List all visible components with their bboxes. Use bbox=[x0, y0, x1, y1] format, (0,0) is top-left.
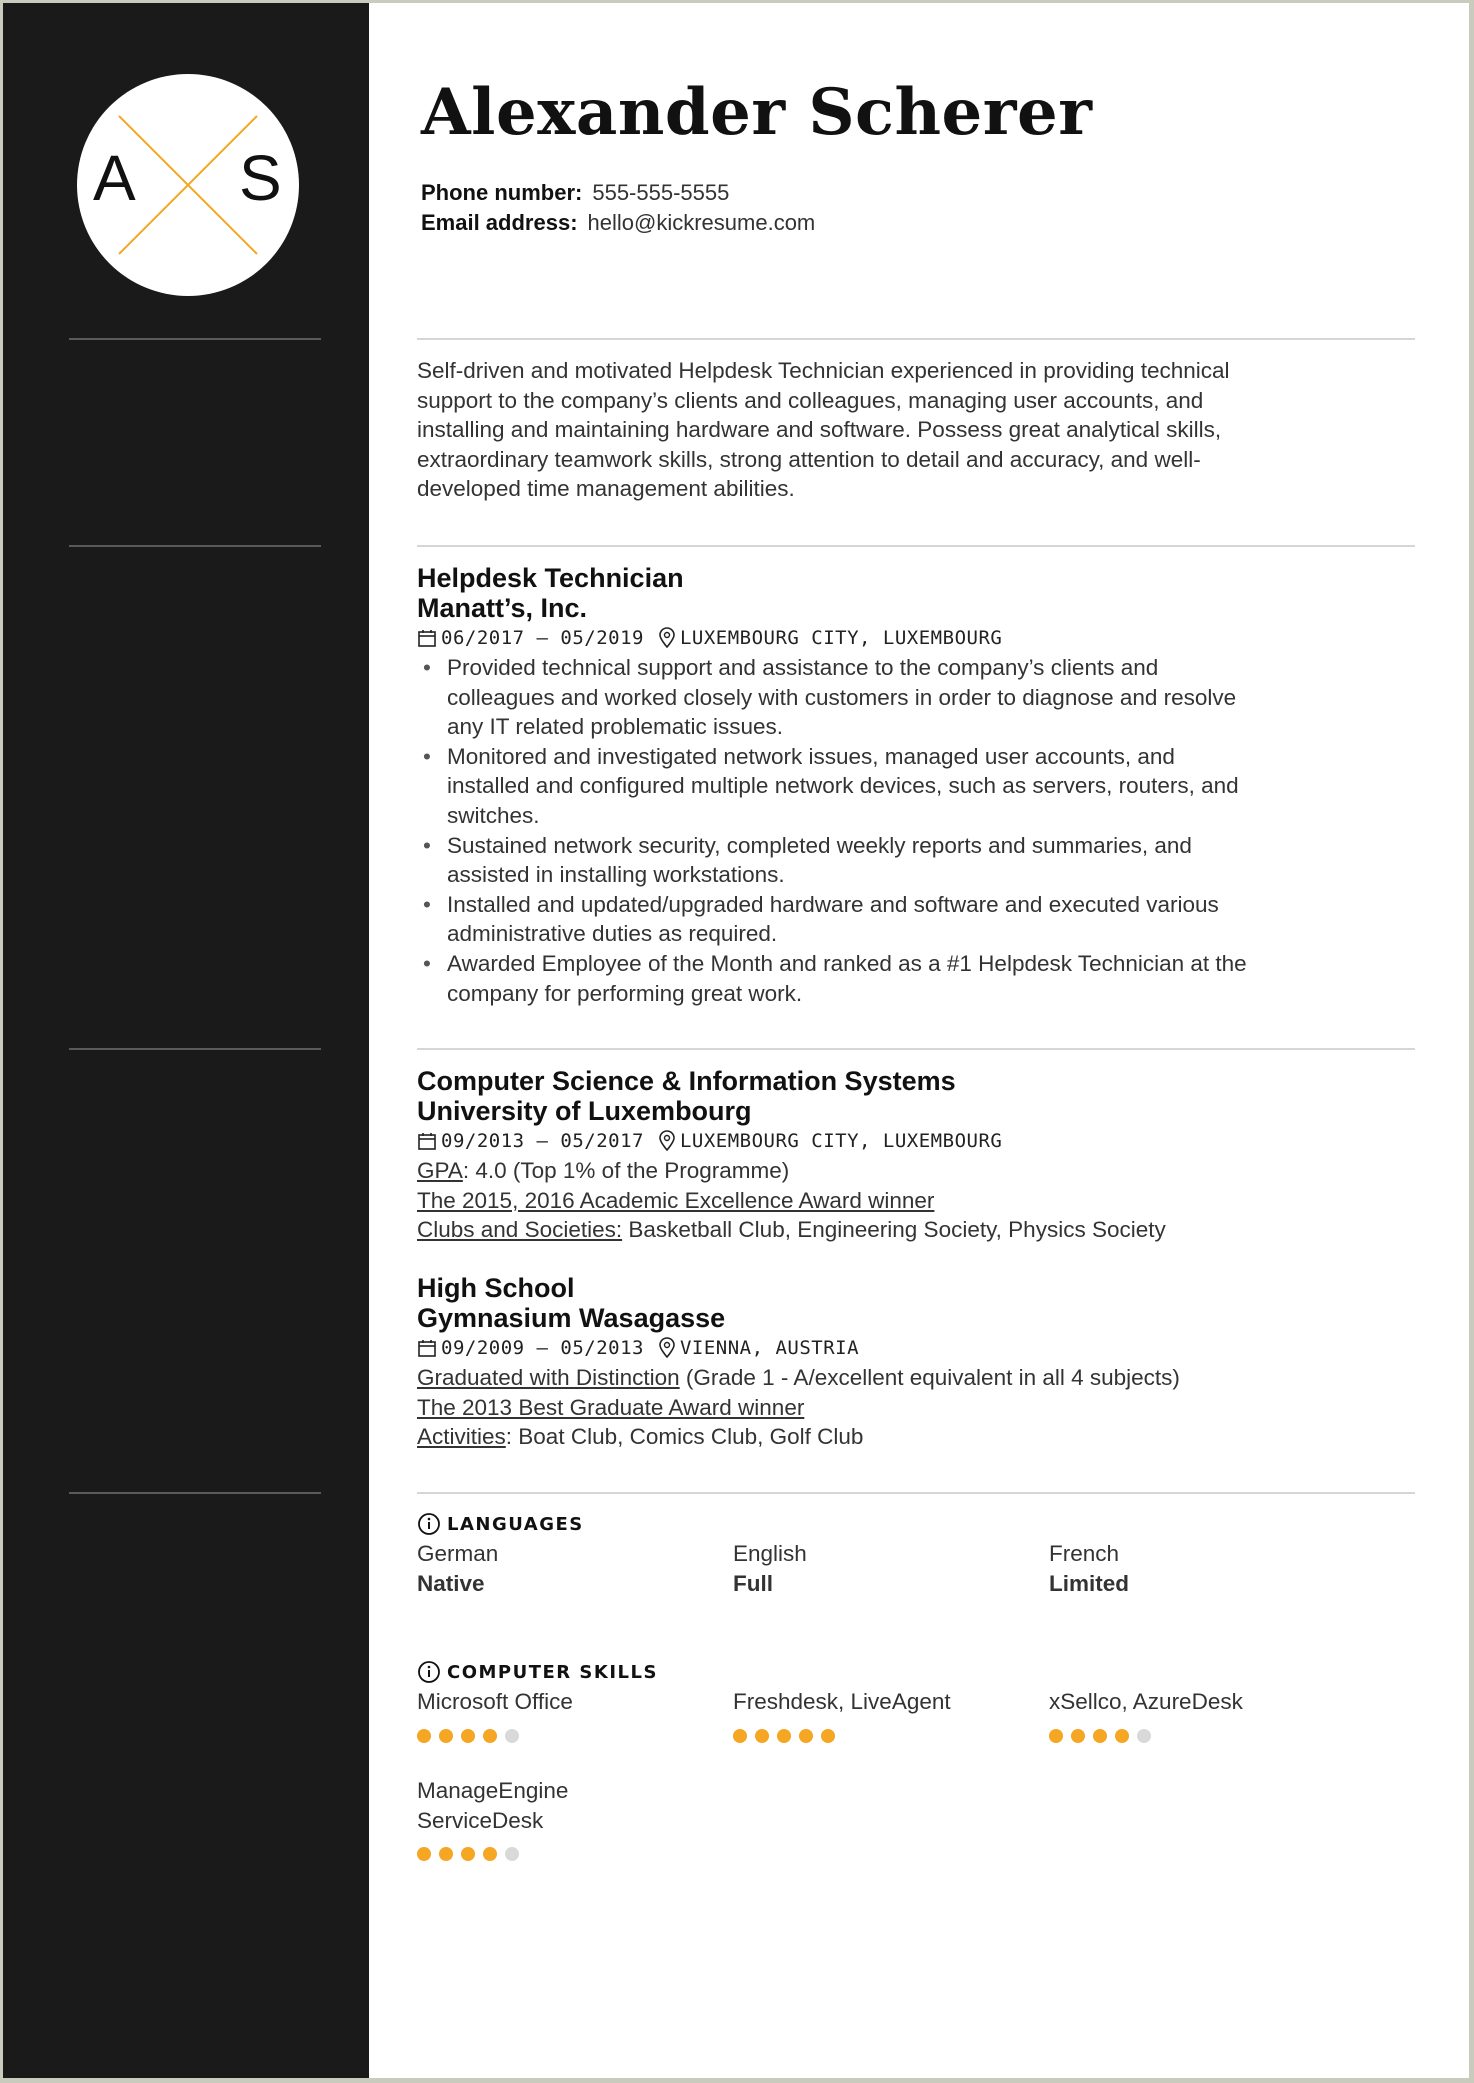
rating-dot bbox=[755, 1729, 769, 1743]
rating-dot bbox=[821, 1729, 835, 1743]
skill-item: Freshdesk, LiveAgent bbox=[733, 1687, 1033, 1743]
rating-dot bbox=[733, 1729, 747, 1743]
degree-title: High School bbox=[417, 1273, 575, 1303]
info-icon bbox=[417, 1660, 441, 1684]
rating-dot bbox=[1115, 1729, 1129, 1743]
profile-line: extraordinary teamwork skills, strong attention to detail and accuracy, and well- bbox=[417, 446, 1201, 472]
work-meta bbox=[417, 623, 1417, 653]
computer-skills-subheading bbox=[417, 1660, 1417, 1684]
location-pin-icon bbox=[658, 627, 676, 649]
candidate-name: Alexander Scherer bbox=[421, 75, 1093, 150]
rating-dot bbox=[1093, 1729, 1107, 1743]
calendar-icon bbox=[417, 1131, 437, 1151]
profile-line: Self-driven and motivated Helpdesk Technician experienced in providing technical bbox=[417, 358, 1230, 383]
education-dates: 09/2009 – 05/2013 bbox=[441, 1337, 644, 1359]
section-divider bbox=[417, 1048, 1415, 1050]
education-detail: The 2015, 2016 Academic Excellence Award winner bbox=[417, 1187, 935, 1213]
rating-dot bbox=[483, 1729, 497, 1743]
monogram-letter-left: A bbox=[93, 142, 136, 214]
languages-subheading bbox=[417, 1512, 1417, 1536]
rating-dot bbox=[1049, 1729, 1063, 1743]
list-item: • Monitored and investigated network issues, managed user accounts, and installed and configured multiple network devices, such as servers, routers, and switches. bbox=[447, 742, 1417, 831]
main-content bbox=[3, 3, 1469, 2078]
computer-skills-heading: COMPUTER SKILLS bbox=[447, 1661, 658, 1683]
education-detail: Clubs and Societies: Basketball Club, Engineering Society, Physics Society bbox=[417, 1217, 1166, 1243]
language-item: German Native bbox=[417, 1541, 499, 1596]
rating-dot bbox=[777, 1729, 791, 1743]
list-item: • Awarded Employee of the Month and ranked as a #1 Helpdesk Technician at the company for performing great work. bbox=[447, 949, 1417, 1008]
education-entry bbox=[417, 1066, 1417, 1245]
education-detail: Activities: Boat Club, Comics Club, Golf Club bbox=[417, 1424, 864, 1450]
list-item: • Installed and updated/upgraded hardware and software and executed various administrative duties as required. bbox=[447, 890, 1417, 949]
company-name: Manatt’s, Inc. bbox=[417, 593, 588, 623]
rating-dot bbox=[1071, 1729, 1085, 1743]
skill-rating bbox=[1049, 1729, 1349, 1743]
degree-title: Computer Science & Information Systems bbox=[417, 1066, 956, 1096]
location-pin-icon bbox=[658, 1337, 676, 1359]
rating-dot bbox=[799, 1729, 813, 1743]
profile-line: installing and maintaining hardware and software. Possess great analytical skills, bbox=[417, 417, 1222, 443]
calendar-icon bbox=[417, 628, 437, 648]
phone-label: Phone number: bbox=[421, 180, 583, 205]
location-pin-icon bbox=[658, 1130, 676, 1152]
education-location: LUXEMBOURG CITY, LUXEMBOURG bbox=[679, 1130, 1003, 1152]
rating-dot bbox=[439, 1729, 453, 1743]
rating-dot bbox=[439, 1847, 453, 1861]
resume-page bbox=[3, 3, 1469, 2078]
section-divider bbox=[417, 545, 1415, 547]
language-item: French Limited bbox=[1049, 1541, 1130, 1596]
skill-item: ManageEngine ServiceDesk bbox=[417, 1776, 717, 1861]
calendar-icon bbox=[417, 1338, 437, 1358]
email-value[interactable]: hello@kickresume.com bbox=[587, 210, 816, 235]
phone-value[interactable]: 555-555-5555 bbox=[592, 180, 730, 205]
job-title: Helpdesk Technician bbox=[417, 563, 684, 593]
email-row bbox=[421, 210, 815, 236]
languages-heading: LANGUAGES bbox=[447, 1513, 584, 1535]
profile-line: support to the company’s clients and colleagues, managing user accounts, and bbox=[417, 387, 1204, 413]
section-divider bbox=[417, 338, 1415, 340]
skill-item: Microsoft Office bbox=[417, 1687, 717, 1743]
email-label: Email address: bbox=[421, 210, 578, 235]
rating-dot bbox=[505, 1729, 519, 1743]
rating-dot bbox=[417, 1729, 431, 1743]
skill-item: xSellco, AzureDesk bbox=[1049, 1687, 1349, 1743]
work-entry bbox=[417, 563, 1417, 1008]
list-item: • Sustained network security, completed weekly reports and summaries, and assisted in installing workstations. bbox=[447, 831, 1417, 890]
education-detail: GPA: 4.0 (Top 1% of the Programme) bbox=[417, 1158, 790, 1183]
rating-dot bbox=[483, 1847, 497, 1861]
work-dates: 06/2017 – 05/2019 bbox=[441, 627, 644, 649]
school-name: Gymnasium Wasagasse bbox=[417, 1303, 726, 1333]
education-detail: Graduated with Distinction (Grade 1 - A/excellent equivalent in all 4 subjects) bbox=[417, 1365, 1180, 1390]
rating-dot bbox=[417, 1847, 431, 1861]
monogram-letter-right: S bbox=[239, 142, 282, 214]
education-meta bbox=[417, 1333, 1417, 1363]
skill-rating bbox=[417, 1729, 717, 1743]
school-name: University of Luxembourg bbox=[417, 1096, 752, 1126]
language-item: English Full bbox=[733, 1541, 807, 1596]
phone-row bbox=[421, 180, 729, 206]
section-divider bbox=[417, 1492, 1415, 1494]
profile-line: developed time management abilities. bbox=[417, 476, 795, 502]
skill-rating bbox=[733, 1729, 1033, 1743]
rating-dot bbox=[461, 1847, 475, 1861]
profile-summary bbox=[417, 356, 1417, 504]
rating-dot bbox=[1137, 1729, 1151, 1743]
list-item: • Provided technical support and assistance to the company’s clients and colleagues and worked closely with customers in order to diagnose and resolve any IT related problematic issues. bbox=[447, 653, 1417, 742]
info-icon bbox=[417, 1512, 441, 1536]
skill-rating bbox=[417, 1847, 717, 1861]
education-entry bbox=[417, 1273, 1417, 1452]
rating-dot bbox=[461, 1729, 475, 1743]
work-location: LUXEMBOURG CITY, LUXEMBOURG bbox=[679, 627, 1003, 649]
education-dates: 09/2013 – 05/2017 bbox=[441, 1130, 644, 1152]
education-location: VIENNA, AUSTRIA bbox=[679, 1337, 860, 1359]
rating-dot bbox=[505, 1847, 519, 1861]
education-meta bbox=[417, 1126, 1417, 1156]
education-detail: The 2013 Best Graduate Award winner bbox=[417, 1394, 805, 1420]
work-bullets bbox=[417, 653, 1417, 1008]
